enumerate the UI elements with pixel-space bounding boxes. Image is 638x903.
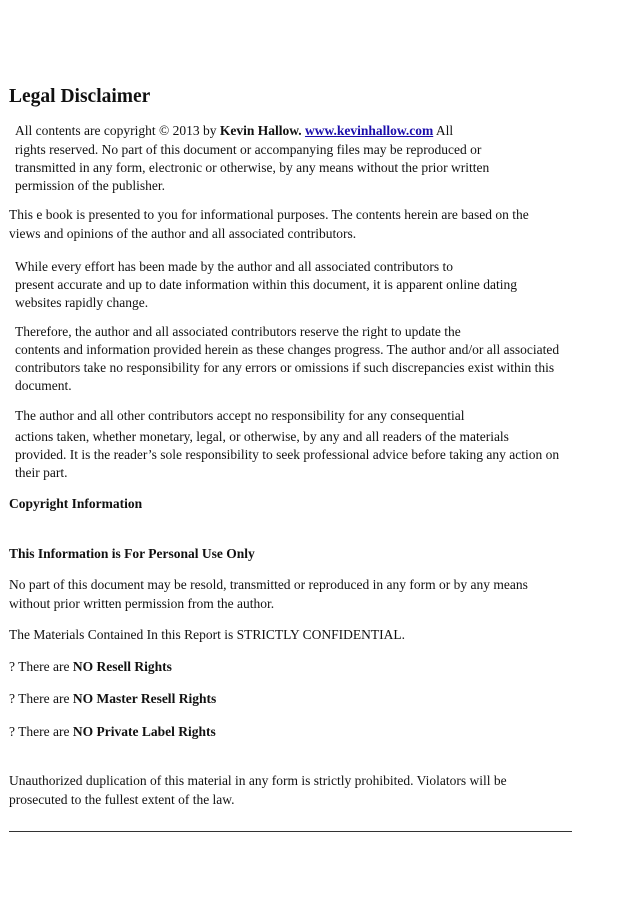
ebook-purpose-line-2: views and opinions of the author and all associated contributors. [9, 226, 357, 241]
ebook-purpose-line-1: This e book is presented to you for informational purposes. The contents herein are based on the [9, 207, 529, 222]
no-resale-line-1: No part of this document may be resold, transmitted or reproduced in any form or by any means [9, 577, 528, 592]
rights-item-prefix: ? There are [9, 659, 70, 674]
rights-item [9, 722, 216, 741]
rights-item-label: NO Master Resell Rights [72, 691, 217, 706]
author-name: Kevin Hallow. [219, 123, 302, 138]
copyright-lead-text: All contents are copyright © 2013 by [15, 123, 217, 138]
copyright-notice-line-2: rights reserved. No part of this document or accompanying files may be reproduced or [15, 142, 482, 157]
rights-item [9, 657, 172, 676]
copyright-info-heading: Copyright Information [9, 496, 143, 511]
copyright-tail-text: All [435, 123, 454, 138]
separator-rule [9, 831, 572, 832]
personal-use-heading: This Information is For Personal Use Only [9, 546, 255, 561]
copyright-notice-line-4: permission of the publisher. [15, 178, 165, 193]
update-rights-line-2: contents and information provided herein as these changes progress. The author and/or all associated [15, 342, 560, 357]
responsibility-line-1: The author and all other contributors accept no responsibility for any consequential [15, 408, 465, 423]
accuracy-line-3: websites rapidly change. [15, 295, 149, 310]
copyright-notice-line-3: transmitted in any form, electronic or otherwise, by any means without the prior written [15, 160, 490, 175]
update-rights-line-4: document. [15, 378, 72, 393]
rights-item-prefix: ? There are [9, 691, 70, 706]
rights-item-prefix: ? There are [9, 724, 70, 739]
website-link[interactable]: www.kevinhallow.com [304, 123, 434, 138]
page-title: Legal Disclaimer [9, 86, 151, 107]
accuracy-line-2: present accurate and up to date information within this document, it is apparent online dating [15, 277, 517, 292]
responsibility-line-2: actions taken, whether monetary, legal, or otherwise, by any and all readers of the materials [15, 429, 509, 444]
update-rights-line-3: contributors take no responsibility for any errors or omissions if such discrepancies exist within this [15, 360, 555, 375]
rights-item-label: NO Resell Rights [72, 659, 172, 674]
no-resale-line-2: without prior written permission from the author. [9, 596, 275, 611]
prohibition-line-2: prosecuted to the fullest extent of the law. [9, 792, 235, 807]
rights-item [9, 689, 216, 708]
copyright-notice-line [15, 121, 453, 140]
update-rights-line-1: Therefore, the author and all associated contributors reserve the right to update the [15, 324, 461, 339]
prohibition-line-1: Unauthorized duplication of this material in any form is strictly prohibited. Violators will be [9, 773, 507, 788]
rights-item-label: NO Private Label Rights [72, 724, 216, 739]
responsibility-line-4: their part. [15, 465, 68, 480]
responsibility-line-3: provided. It is the reader’s sole responsibility to seek professional advice before taking any action on [15, 447, 560, 462]
confidential-notice: The Materials Contained In this Report is STRICTLY CONFIDENTIAL. [9, 627, 405, 642]
accuracy-line-1: While every effort has been made by the author and all associated contributors to [15, 259, 453, 274]
